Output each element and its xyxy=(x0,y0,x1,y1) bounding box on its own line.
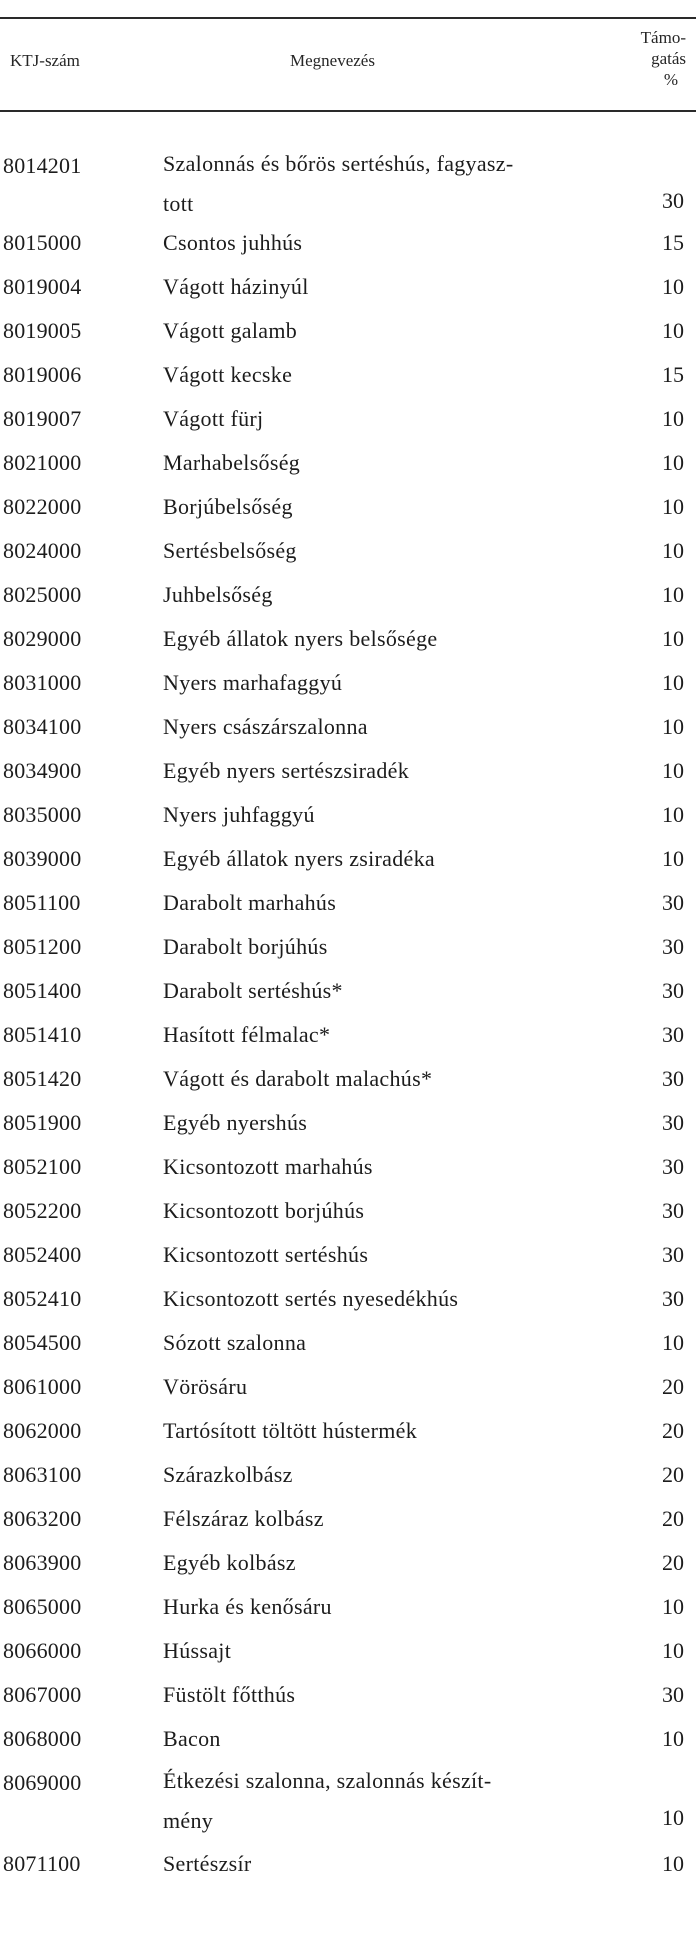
table-row xyxy=(0,1497,696,1541)
row-name: Egyéb nyers sertészsiradék xyxy=(163,758,410,783)
row-code: 8065000 xyxy=(3,1594,82,1619)
row-code: 8061000 xyxy=(3,1374,82,1399)
row-code: 8052200 xyxy=(3,1198,82,1223)
row-code: 8067000 xyxy=(3,1682,82,1707)
row-code: 8063200 xyxy=(3,1506,82,1531)
row-name: Marhabelsőség xyxy=(163,450,301,475)
row-name: Hurka és kenősáru xyxy=(163,1594,332,1619)
row-code: 8051420 xyxy=(3,1066,82,1091)
row-percent: 10 xyxy=(662,802,684,827)
column-header-name: Megnevezés xyxy=(290,51,375,70)
row-name: Vágott kecske xyxy=(163,362,293,387)
row-code: 8071100 xyxy=(3,1851,81,1876)
row-percent: 20 xyxy=(662,1506,684,1531)
row-name-line2: tott xyxy=(163,191,194,216)
table-row xyxy=(0,1013,696,1057)
table-row xyxy=(0,1189,696,1233)
row-name: Kicsontozott borjúhús xyxy=(163,1198,365,1223)
row-code: 8062000 xyxy=(3,1418,82,1443)
row-code: 8066000 xyxy=(3,1638,82,1663)
row-name: Egyéb kolbász xyxy=(163,1550,296,1575)
row-name: Vörösáru xyxy=(163,1374,248,1399)
table-row xyxy=(0,144,696,221)
row-name: Kicsontozott sertéshús xyxy=(163,1242,369,1267)
row-name: Sertészsír xyxy=(163,1851,252,1876)
table-row xyxy=(0,1842,696,1886)
row-percent: 15 xyxy=(662,362,684,387)
column-header-percent-line3: % xyxy=(663,70,678,89)
table-top-rule xyxy=(0,17,696,19)
row-name: Nyers marhafaggyú xyxy=(163,670,343,695)
table-row xyxy=(0,1321,696,1365)
row-percent: 30 xyxy=(662,1022,684,1047)
row-name: Nyers császárszalonna xyxy=(163,714,368,739)
row-name-line1: Szalonnás és bőrös sertéshús, fagyasz- xyxy=(163,151,514,176)
row-code: 8024000 xyxy=(3,538,82,563)
row-code: 8051900 xyxy=(3,1110,82,1135)
row-name: Csontos juhhús xyxy=(163,230,303,255)
row-percent: 10 xyxy=(662,1851,684,1876)
table-row xyxy=(0,397,696,441)
table-row xyxy=(0,617,696,661)
row-percent: 20 xyxy=(662,1374,684,1399)
table-row xyxy=(0,1057,696,1101)
row-code: 8051100 xyxy=(3,890,81,915)
table-row xyxy=(0,265,696,309)
row-percent: 30 xyxy=(662,1066,684,1091)
row-code: 8022000 xyxy=(3,494,82,519)
row-name: Vágott galamb xyxy=(163,318,298,343)
row-percent: 10 xyxy=(662,714,684,739)
row-code: 8031000 xyxy=(3,670,82,695)
row-name: Egyéb állatok nyers belsősége xyxy=(163,626,438,651)
row-percent: 30 xyxy=(662,1154,684,1179)
row-code: 8019004 xyxy=(3,274,82,299)
row-code: 8052410 xyxy=(3,1286,82,1311)
table-body xyxy=(0,144,696,1886)
row-code: 8068000 xyxy=(3,1726,82,1751)
table-row xyxy=(0,793,696,837)
table-row xyxy=(0,441,696,485)
row-name: Juhbelsőség xyxy=(163,582,273,607)
table-row xyxy=(0,573,696,617)
row-percent: 20 xyxy=(662,1550,684,1575)
row-percent: 10 xyxy=(662,274,684,299)
table-row xyxy=(0,1365,696,1409)
row-percent: 30 xyxy=(662,188,684,213)
table-row xyxy=(0,1673,696,1717)
row-code: 8063900 xyxy=(3,1550,82,1575)
row-name: Sertésbelsőség xyxy=(163,538,297,563)
row-name: Kicsontozott sertés nyesedékhús xyxy=(163,1286,459,1311)
row-percent: 10 xyxy=(662,670,684,695)
table-row xyxy=(0,1761,696,1842)
row-code: 8052100 xyxy=(3,1154,82,1179)
row-percent: 30 xyxy=(662,1110,684,1135)
table-row xyxy=(0,661,696,705)
column-header-percent xyxy=(590,27,686,90)
row-name: Füstölt főtthús xyxy=(163,1682,296,1707)
row-code: 8051410 xyxy=(3,1022,82,1047)
row-name: Nyers juhfaggyú xyxy=(163,802,315,827)
table-row xyxy=(0,529,696,573)
row-name: Egyéb nyershús xyxy=(163,1110,308,1135)
row-percent: 10 xyxy=(662,846,684,871)
row-code: 8019007 xyxy=(3,406,82,431)
row-name: Darabolt borjúhús xyxy=(163,934,328,959)
table-row xyxy=(0,309,696,353)
row-name: Vágott házinyúl xyxy=(163,274,309,299)
row-name: Borjúbelsőség xyxy=(163,494,293,519)
table-row xyxy=(0,837,696,881)
row-code: 8052400 xyxy=(3,1242,82,1267)
row-percent: 10 xyxy=(662,494,684,519)
row-code: 8051200 xyxy=(3,934,82,959)
table-row xyxy=(0,1145,696,1189)
row-percent: 30 xyxy=(662,1242,684,1267)
row-code: 8034100 xyxy=(3,714,82,739)
row-code: 8025000 xyxy=(3,582,82,607)
table-row xyxy=(0,1453,696,1497)
table-row xyxy=(0,1541,696,1585)
table-row xyxy=(0,925,696,969)
row-percent: 10 xyxy=(662,1805,684,1830)
row-code: 8063100 xyxy=(3,1462,82,1487)
row-name: Hússajt xyxy=(163,1638,232,1663)
row-percent: 10 xyxy=(662,1638,684,1663)
header-bottom-rule xyxy=(0,110,696,112)
row-percent: 10 xyxy=(662,450,684,475)
row-percent: 10 xyxy=(662,1330,684,1355)
row-percent: 10 xyxy=(662,318,684,343)
row-code: 8029000 xyxy=(3,626,82,651)
row-name: Bacon xyxy=(163,1726,221,1751)
row-percent: 10 xyxy=(662,626,684,651)
table-row xyxy=(0,1409,696,1453)
table-row xyxy=(0,969,696,1013)
row-name: Szárazkolbász xyxy=(163,1462,293,1487)
row-percent: 10 xyxy=(662,758,684,783)
row-code: 8039000 xyxy=(3,846,82,871)
row-name-line1: Étkezési szalonna, szalonnás készít- xyxy=(163,1768,492,1793)
row-percent: 10 xyxy=(662,538,684,563)
row-percent: 20 xyxy=(662,1418,684,1443)
table-row xyxy=(0,221,696,265)
row-name: Vágott és darabolt malachús* xyxy=(163,1066,433,1091)
column-header-percent-line2: gatás xyxy=(651,49,686,68)
row-code: 8021000 xyxy=(3,450,82,475)
row-percent: 10 xyxy=(662,1726,684,1751)
row-name: Vágott fürj xyxy=(163,406,264,431)
row-code: 8035000 xyxy=(3,802,82,827)
row-percent: 30 xyxy=(662,978,684,1003)
table-row xyxy=(0,705,696,749)
row-name xyxy=(163,144,623,224)
row-name: Tartósított töltött hústermék xyxy=(163,1418,418,1443)
row-name: Darabolt sertéshús* xyxy=(163,978,343,1003)
row-percent: 20 xyxy=(662,1462,684,1487)
column-header-code: KTJ-szám xyxy=(10,51,80,70)
row-percent: 10 xyxy=(662,582,684,607)
row-code: 8015000 xyxy=(3,230,82,255)
row-percent: 30 xyxy=(662,934,684,959)
row-code: 8019005 xyxy=(3,318,82,343)
table-row xyxy=(0,353,696,397)
row-name: Hasított félmalac* xyxy=(163,1022,331,1047)
row-percent: 30 xyxy=(662,1286,684,1311)
row-code: 8054500 xyxy=(3,1330,82,1355)
row-percent: 10 xyxy=(662,1594,684,1619)
row-name: Sózott szalonna xyxy=(163,1330,307,1355)
table-row xyxy=(0,749,696,793)
table-row xyxy=(0,1717,696,1761)
table-row xyxy=(0,1101,696,1145)
table-row xyxy=(0,1277,696,1321)
column-header-percent-line1: Támo- xyxy=(640,28,686,47)
row-percent: 10 xyxy=(662,406,684,431)
row-percent: 30 xyxy=(662,1682,684,1707)
table-row xyxy=(0,1233,696,1277)
row-name: Darabolt marhahús xyxy=(163,890,337,915)
row-name: Félszáraz kolbász xyxy=(163,1506,324,1531)
row-percent: 30 xyxy=(662,890,684,915)
row-name: Egyéb állatok nyers zsiradéka xyxy=(163,846,435,871)
row-name-line2: mény xyxy=(163,1808,214,1833)
row-code: 8069000 xyxy=(3,1770,82,1795)
table-row xyxy=(0,485,696,529)
table-row xyxy=(0,881,696,925)
row-name: Kicsontozott marhahús xyxy=(163,1154,373,1179)
row-code: 8051400 xyxy=(3,978,82,1003)
table-row xyxy=(0,1585,696,1629)
row-code: 8034900 xyxy=(3,758,82,783)
table-row xyxy=(0,1629,696,1673)
row-percent: 15 xyxy=(662,230,684,255)
row-percent: 30 xyxy=(662,1198,684,1223)
row-code: 8019006 xyxy=(3,362,82,387)
row-name xyxy=(163,1761,623,1841)
row-code: 8014201 xyxy=(3,153,82,178)
